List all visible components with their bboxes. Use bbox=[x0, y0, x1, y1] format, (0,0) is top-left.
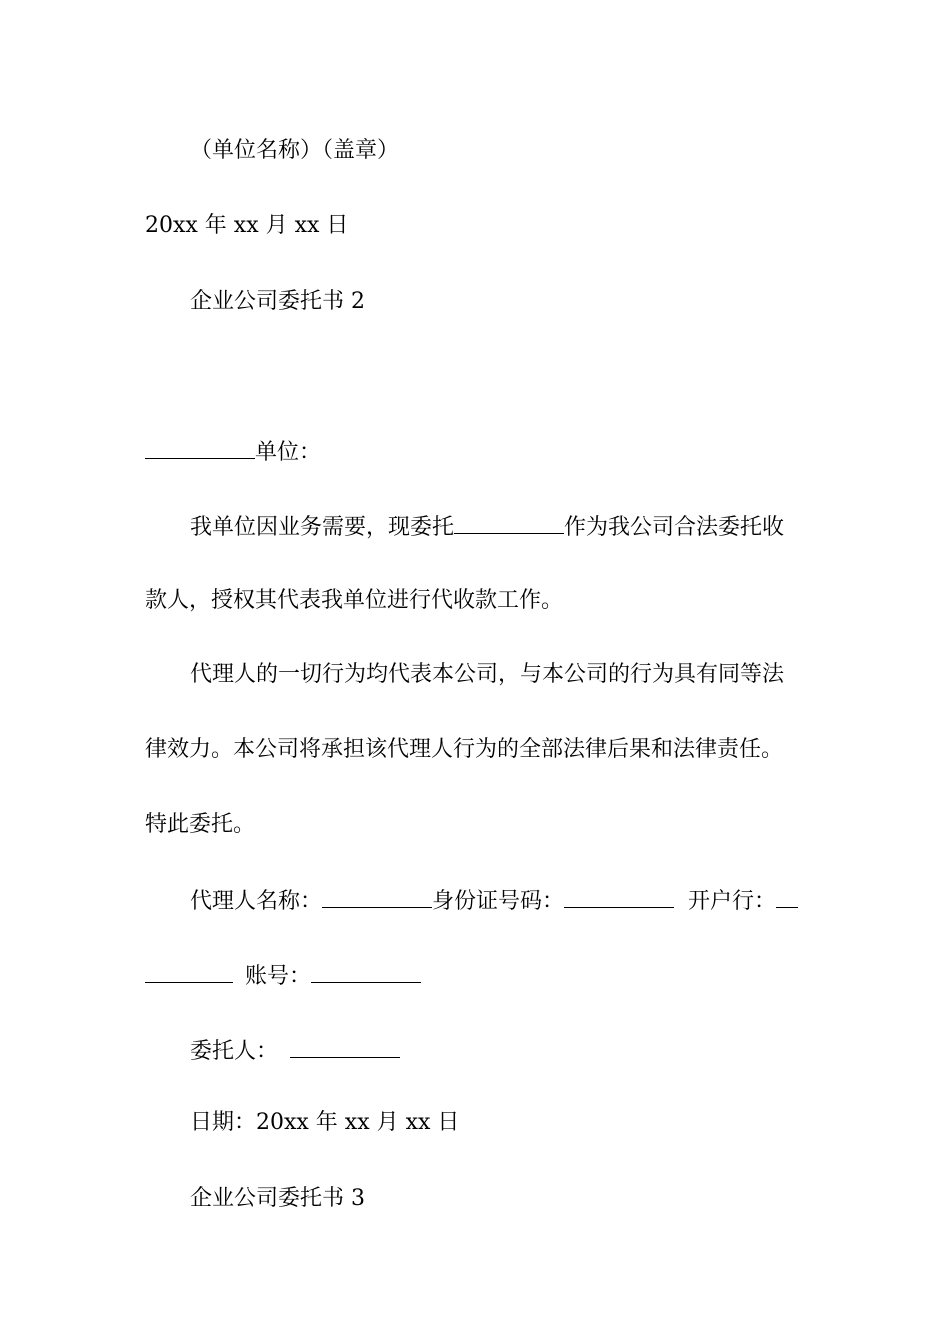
unit-blank bbox=[145, 436, 255, 459]
heading-letter-2: 企业公司委托书 2 bbox=[190, 289, 365, 314]
id-number-label: 身份证号码： bbox=[432, 889, 565, 914]
para1-text-a: 我单位因业务需要，现委托 bbox=[190, 515, 455, 540]
agent-name-blank bbox=[322, 885, 432, 908]
agent-info-line1 bbox=[190, 885, 798, 917]
para2-line2: 律效力。本公司将承担该代理人行为的全部法律后果和法律责任。 bbox=[145, 737, 784, 762]
agent-info-line2 bbox=[145, 960, 421, 992]
principal-label: 委托人： bbox=[190, 1039, 279, 1064]
unit-suffix: 单位： bbox=[255, 440, 322, 465]
heading-letter-3: 企业公司委托书 3 bbox=[190, 1186, 365, 1211]
unit-address-line bbox=[145, 436, 321, 468]
unit-stamp-line: （单位名称）（盖章） bbox=[190, 138, 400, 163]
para1-line2: 款人，授权其代表我单位进行代收款工作。 bbox=[145, 588, 564, 613]
para1-line1 bbox=[190, 511, 784, 543]
para2-line1: 代理人的一切行为均代表本公司，与本公司的行为具有同等法 bbox=[190, 662, 785, 687]
bank-label: 开户行： bbox=[688, 889, 777, 914]
account-label: 账号： bbox=[245, 964, 312, 989]
para1-text-b: 作为我公司合法委托收 bbox=[564, 515, 785, 540]
id-number-blank bbox=[564, 885, 674, 908]
agent-name-label: 代理人名称： bbox=[190, 889, 323, 914]
bank-blank-end bbox=[145, 960, 233, 983]
principal-line bbox=[190, 1035, 400, 1067]
special-entrust: 特此委托。 bbox=[145, 812, 256, 837]
date-line: 日期：20xx 年 xx 月 xx 日 bbox=[190, 1110, 460, 1135]
principal-blank bbox=[290, 1035, 400, 1058]
account-blank bbox=[311, 960, 421, 983]
delegate-blank bbox=[454, 511, 564, 534]
date-top: 20xx 年 xx 月 xx 日 bbox=[145, 213, 349, 238]
bank-blank-start bbox=[776, 885, 798, 908]
